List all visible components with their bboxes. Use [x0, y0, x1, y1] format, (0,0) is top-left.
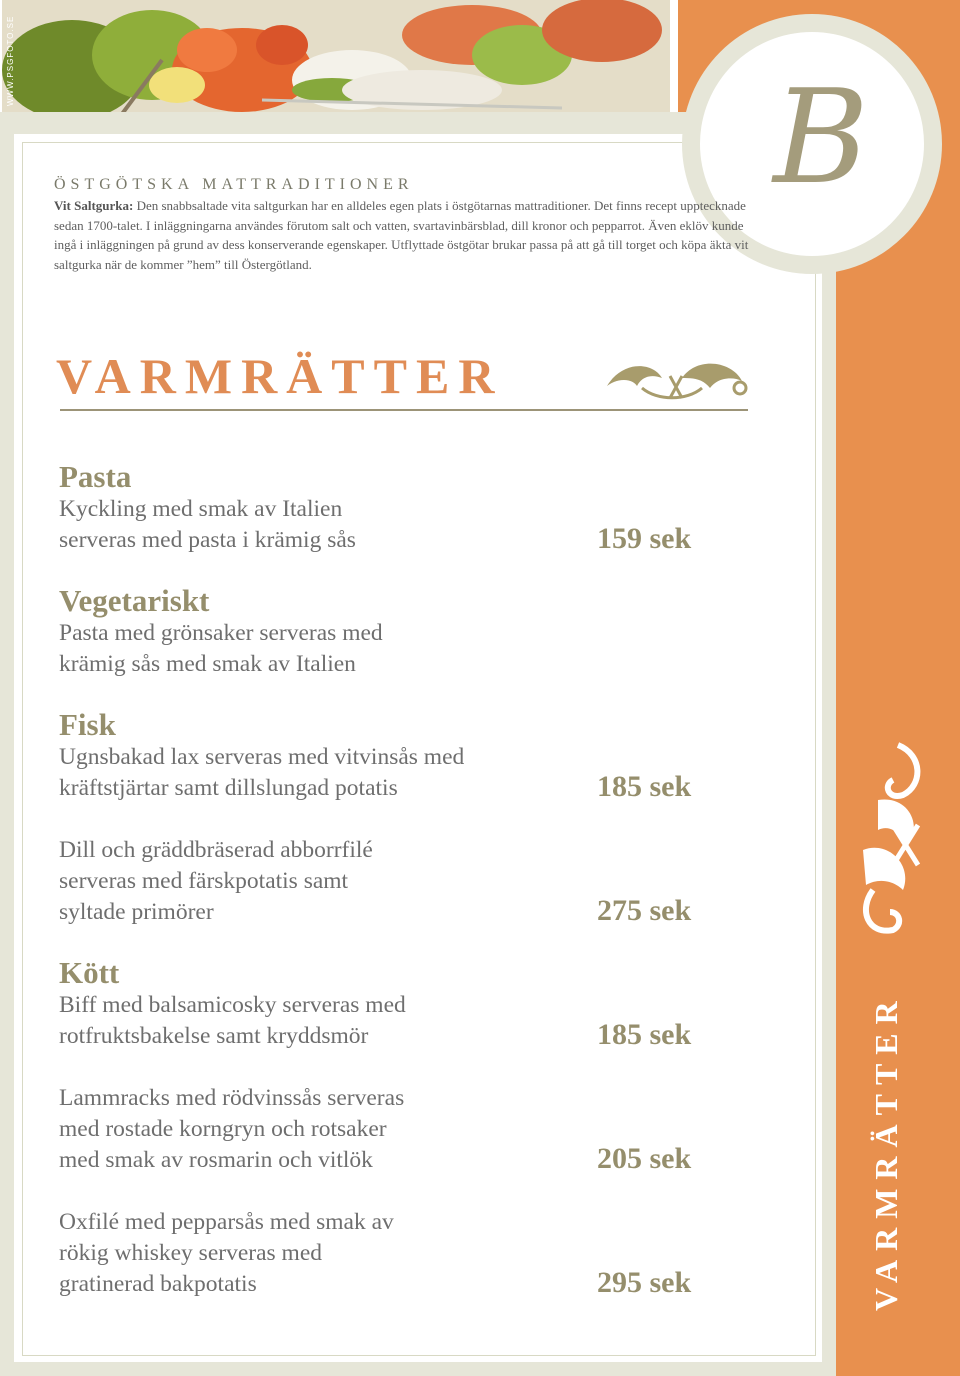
photo-watermark: WWW.PSGFOTO.SE: [6, 15, 15, 106]
item-price: 295 sek: [597, 1266, 692, 1299]
item-line: syltade primörer: [59, 899, 214, 925]
intro-lead-label: Vit Saltgurka:: [54, 198, 134, 213]
item-line: Dill och gräddbräserad abborrfilé: [59, 837, 373, 863]
intro-heading: ÖSTGÖTSKA MATTRADITIONER: [54, 176, 414, 193]
menu-item: [59, 618, 719, 680]
item-price: 205 sek: [597, 1142, 692, 1175]
leaf-ornament-icon: [602, 356, 752, 406]
menu-item: [59, 742, 719, 804]
food-photo-illustration: [2, 0, 670, 114]
item-line: rökig whiskey serveras med: [59, 1240, 322, 1266]
item-line: med rostade korngryn och rotsaker: [59, 1116, 387, 1142]
item-line: krämig sås med smak av Italien: [59, 651, 356, 677]
item-line: serveras med färskpotatis samt: [59, 868, 349, 894]
menu-item: [59, 990, 719, 1052]
intro-block: [54, 176, 754, 274]
monogram-letter: B: [773, 61, 869, 213]
section-title: VARMRÄTTER: [56, 348, 504, 404]
item-line: rotfruktsbakelse samt kryddsmör: [59, 1023, 369, 1049]
item-price: 185 sek: [597, 770, 692, 803]
item-line: serveras med pasta i krämig sås: [59, 527, 356, 553]
item-price: 185 sek: [597, 1018, 692, 1051]
category-pasta: Pasta: [59, 459, 132, 494]
menu-item: [59, 835, 719, 928]
menu-item: [59, 1207, 719, 1300]
food-photo: [2, 0, 670, 114]
item-line: kräftstjärtar samt dillslungad potatis: [59, 775, 398, 801]
item-price: 159 sek: [597, 522, 692, 555]
item-line: Biff med balsamicosky serveras med: [59, 992, 406, 1018]
menu-item: [59, 494, 719, 556]
item-line: Ugnsbakad lax serveras med vitvinsås med: [59, 744, 465, 770]
item-line: Oxfilé med pepparsås med smak av: [59, 1209, 394, 1235]
item-line: Kyckling med smak av Italien: [59, 496, 343, 522]
category-kott: Kött: [59, 955, 120, 990]
item-line: med smak av rosmarin och vitlök: [59, 1147, 373, 1173]
menu-list: [59, 460, 719, 1300]
side-leaf-ornament-icon: [858, 740, 928, 940]
intro-body: Den snabbsaltade vita saltgurkan har en alldeles egen plats i östgötarnas mattraditioner. Det finns recept upptecknade sedan 1700-talet. I inläggningarna användes förutom salt och vatten, svartavinbärsblad, dill kronor och pepparrot. Även eklöv kunde ingå i inläggningen på grund av dess konserverande egenskaper. Utflyttade östgötar brukar passa på att gå till torget och köpa äkta vit saltgurka när de kommer ”hem” till Östergötland.: [54, 198, 749, 272]
intro-paragraph: [54, 196, 754, 274]
item-line: Lammracks med rödvinssås serveras: [59, 1085, 405, 1111]
item-line: gratinerad bakpotatis: [59, 1271, 257, 1297]
menu-item: [59, 1083, 719, 1176]
category-fisk: Fisk: [59, 707, 116, 742]
item-price: 275 sek: [597, 894, 692, 927]
category-vegetariskt: Vegetariskt: [59, 583, 210, 618]
side-title: VARMRÄTTER: [868, 992, 904, 1312]
item-line: Pasta med grönsaker serveras med: [59, 620, 383, 646]
title-divider: [60, 409, 748, 411]
